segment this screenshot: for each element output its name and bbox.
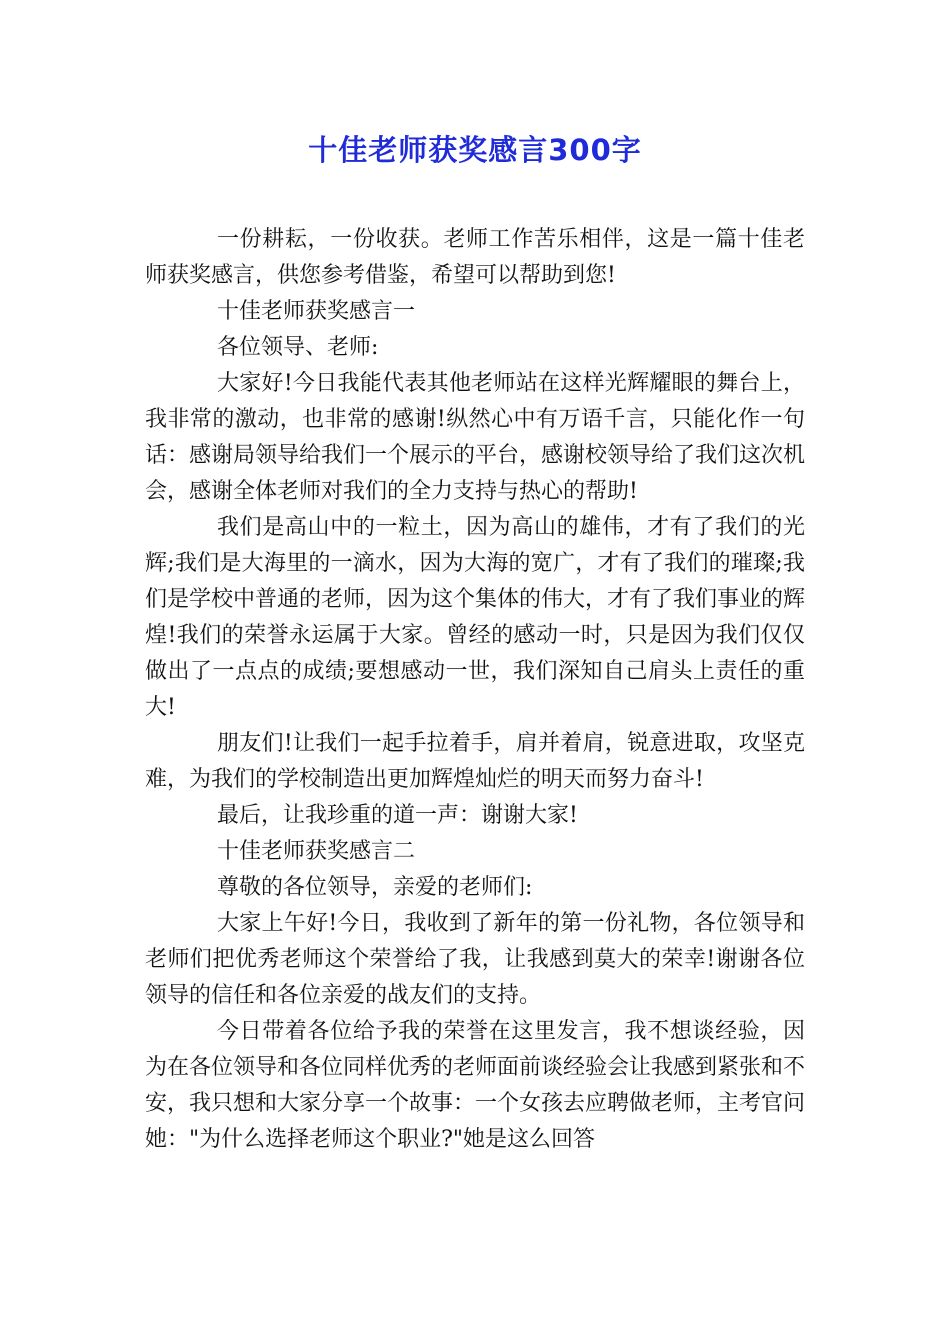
salutation-1: 各位领导、老师: <box>217 335 379 360</box>
paragraph-intro: 一份耕耘，一份收获。老师工作苦乐相伴，这是一篇十佳老师获奖感言，供您参考借鉴，希望可以帮助到您! <box>145 227 805 288</box>
document-title: 十佳老师获奖感言300字 <box>308 133 642 167</box>
paragraph: 大家好!今日我能代表其他老师站在这样光辉耀眼的舞台上，我非常的激动，也非常的感谢!纵然心中有万语千言，只能化作一句话：感谢局领导给我们一个展示的平台，感谢校领导给了我们这次机会，感谢全体老师对我们的全力支持与热心的帮助! <box>145 371 806 504</box>
paragraph: 朋友们!让我们一起手拉着手，肩并着肩，锐意进取，攻坚克难，为我们的学校制造出更加辉煌灿烂的明天而努力奋斗! <box>145 731 805 792</box>
paragraph: 今日带着各位给予我的荣誉在这里发言，我不想谈经验，因为在各位领导和各位同样优秀的老师面前谈经验会让我感到紧张和不安，我只想和大家分享一个故事：一个女孩去应聘做老师，主考官问她："为什么选择老师这个职业?"她是这么回答 <box>145 1019 806 1152</box>
paragraph: 大家上午好!今日，我收到了新年的第一份礼物，各位领导和老师们把优秀老师这个荣誉给了我，让我感到莫大的荣幸!谢谢各位领导的信任和各位亲爱的战友们的支持。 <box>145 911 805 1008</box>
section-heading-2: 十佳老师获奖感言二 <box>217 839 416 864</box>
paragraph: 我们是高山中的一粒土，因为高山的雄伟，才有了我们的光辉;我们是大海里的一滴水，因为大海的宽广，才有了我们的璀璨;我们是学校中普通的老师，因为这个集体的伟大，才有了我们事业的辉煌!我们的荣誉永运属于大家。曾经的感动一时，只是因为我们仅仅做出了一点点的成绩;要想感动一世，我们深知自己肩头上责任的重大! <box>145 515 806 720</box>
document-body <box>145 222 805 1158</box>
salutation-2: 尊敬的各位领导，亲爱的老师们: <box>217 875 533 900</box>
section-heading-1: 十佳老师获奖感言一 <box>217 299 416 324</box>
closing-line: 最后，让我珍重的道一声：谢谢大家! <box>217 803 578 828</box>
